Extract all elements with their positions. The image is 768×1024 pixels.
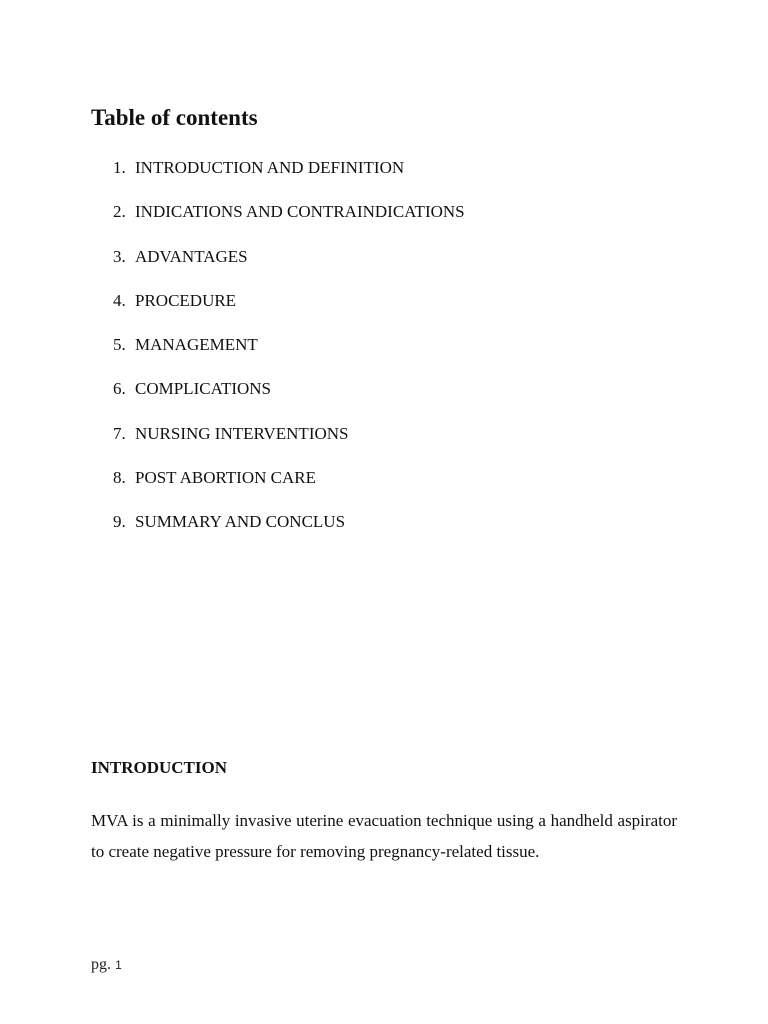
toc-item xyxy=(91,511,691,555)
toc-item-number: 3. xyxy=(113,246,126,266)
toc-item xyxy=(91,334,691,378)
toc-item-number: 2. xyxy=(113,202,126,222)
toc-item-number: 4. xyxy=(113,290,126,310)
toc-item-label: NURSING INTERVENTIONS xyxy=(135,423,349,443)
toc-item xyxy=(91,423,691,467)
toc-item-number: 9. xyxy=(113,512,126,531)
toc-item xyxy=(91,467,691,511)
toc-item-label: ADVANTAGES xyxy=(135,246,248,266)
toc-item-number: 7. xyxy=(113,423,126,443)
page-footer xyxy=(91,955,122,975)
toc-item-label: POST ABORTION CARE xyxy=(135,467,316,487)
toc-item-number: 5. xyxy=(113,335,126,354)
introduction-paragraph: MVA is a minimally invasive uterine evacuation technique using a handheld aspirator to create negative pressure for removing pregnancy-related tissue. xyxy=(91,811,677,861)
toc-item-label: SUMMARY AND CONCLUS xyxy=(135,512,346,531)
toc-list xyxy=(91,157,691,555)
introduction-heading: INTRODUCTION xyxy=(91,758,228,777)
toc-item-label: COMPLICATIONS xyxy=(135,379,272,399)
toc-item xyxy=(91,378,691,422)
toc-item-number: 6. xyxy=(113,379,126,399)
toc-item xyxy=(91,157,691,201)
toc-item xyxy=(91,201,691,245)
page-label: pg. xyxy=(91,956,111,973)
toc-item-number: 8. xyxy=(113,467,126,487)
toc-item-label: PROCEDURE xyxy=(135,290,237,310)
toc-item-label: MANAGEMENT xyxy=(135,335,258,354)
toc-item xyxy=(91,290,691,334)
page-number: 1 xyxy=(115,958,122,972)
toc-item-label: INTRODUCTION AND DEFINITION xyxy=(135,158,405,177)
toc-item xyxy=(91,246,691,290)
toc-item-number: 1. xyxy=(113,158,126,177)
toc-item-label: INDICATIONS AND CONTRAINDICATIONS xyxy=(135,202,465,222)
toc-title: Table of contents xyxy=(91,105,258,130)
